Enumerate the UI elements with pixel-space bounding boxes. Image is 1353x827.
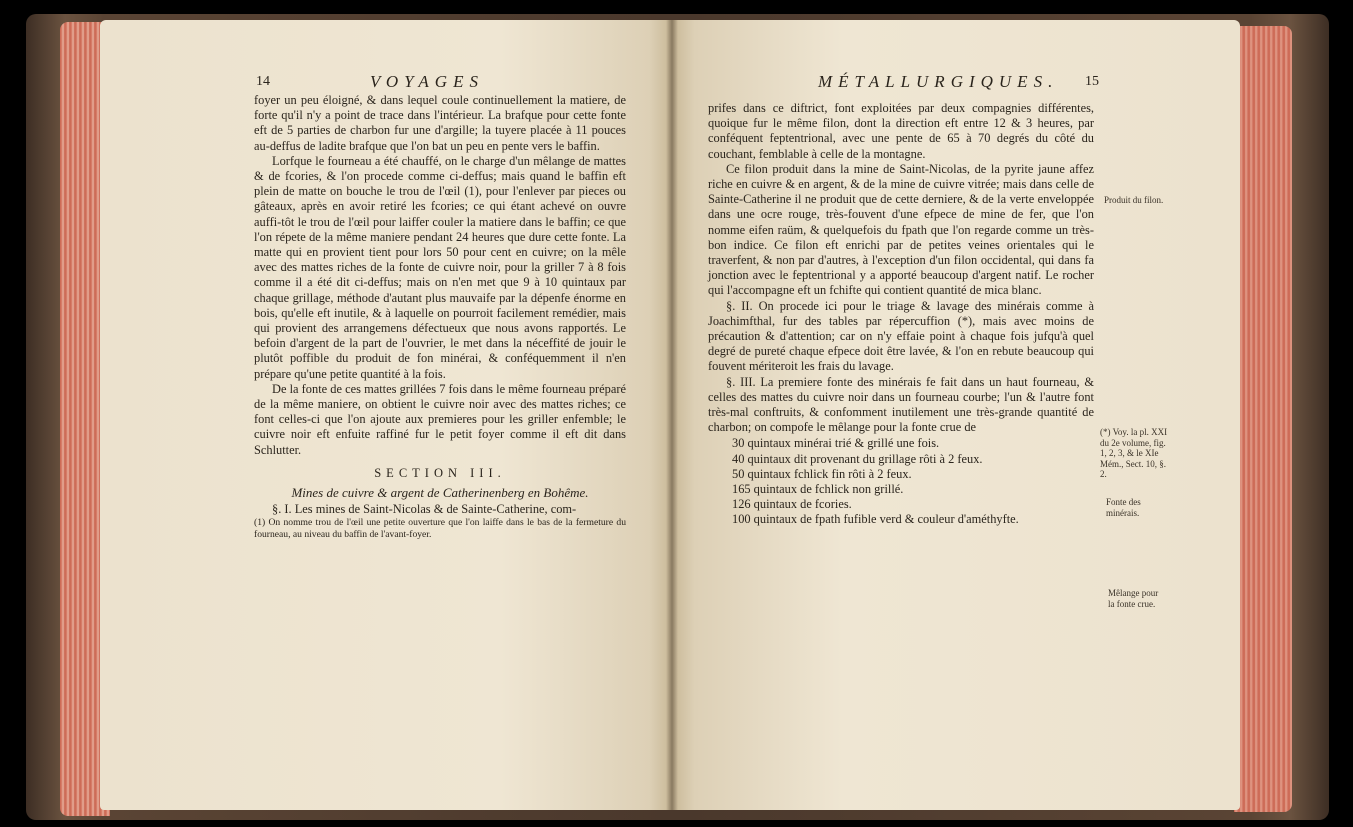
ingredient-line: 50 quintaux fchlick fin rôti à 2 feux. [732,466,912,481]
ingredient-line: 165 quintaux de fchlick non grillé. [732,482,904,497]
footnote: (1) On nomme trou de l'œil une petite ouverture que l'on laiffe dans le bas de la fermeture du fourneau, au niveau du baffin de l'avant-foyer. [254,517,626,540]
ingredient-line: 30 quintaux minérai trié & grillé une fois. [732,436,940,451]
right-paragraph-3: §. II. On procede ici pour le triage & lavage des minérais comme à Joachimfthal, fur des tables par répercuffion (*), mais avec moins de précaution & d'attention; car on n'y effaie point à chaque fois jufqu'à quel degré de pureté chaque efpece doit être lavée, & l'on en rebute beaucoup qui fouvent mériteroit les frais du lavage. [708,298,1094,374]
section-first-line: §. I. Les mines de Saint-Nicolas & de Sainte-Catherine, com- [272,502,577,517]
right-running-header: MÉTALLURGIQUES. [818,72,1059,91]
right-paragraph-2: Ce filon produit dans la mine de Saint-Nicolas, de la pyrite jaune affez riche en cuivre & en argent, & de la mine de cuivre vitrée; mais dans celle de Sainte-Catherine il ne produit que de cette derniere, & de la verte enveloppée dans une ocre rouge, très-fouvent d'une efpece de mine de fer, que l'on nomme eifen raüm, & quelquefois du fpath que l'on regarde comme un très-bon indice. Ce filon eft enrichi par de petites veines orientales qui le traverfent, & non par d'autres, à l'exception d'un filon occidental, qui dans fa jonction avec le feptentrional y a apporté beaucoup d'argent natif. Le rocher qui l'accompagne eft un fchifte qui contient quantité de mica blanc. [708,161,1094,298]
ingredient-line: 40 quintaux dit provenant du grillage rôti à 2 feux. [732,451,983,466]
page-edges-right [1234,26,1292,812]
left-text-block [254,93,626,540]
right-paragraph-4: §. III. La premiere fonte des minérais fe fait dans un haut fourneau, & celles des mattes du cuivre noir dans un fourneau courbe; l'un & l'autre font très-mal conftruits, & confomment inutilement une très-grande quantité de charbon; on compofe le mêlange pour la fonte crue de [708,374,1094,435]
left-running-header: VOYAGES [370,72,484,91]
left-paragraph-1: foyer un peu éloigné, & dans lequel coule continuellement la matiere, de forte qu'il n'y a point de trace dans l'intérieur. La brafque pour cette fonte eft de 5 parties de charbon fur une d'argille; la tuyere placée à 11 pouces au-deffus de ladite brafque que l'on bat un peu en pente vers le baffin. [254,93,626,153]
ingredient-list [708,436,1094,527]
left-paragraph-2: Lorfque le fourneau a été chauffé, on le charge d'un mêlange de mattes & de fcories, & l'on procede comme ci-deffus; mais quand le baffin eft plein de matte on bouche le trou de l'œil (1), pour l'enlever par pieces ou gâteaux, après en avoir retiré les fcories; ce qui étant achevé on ouvre auffi-tôt le trou de l'œil pour laiffer couler la matiere dans le baffin; ce que l'on répete de la même maniere pendant 24 heures que dure cette fonte. La matte qui en provient tient pour lors 50 pour cent en cuivre; on la mêle avec des mattes riches de la fonte de cuivre noir, pour la griller 7 à 8 fois comme il a été dit ci-deffus; mais on n'en met que 9 à 10 quintaux par chaque grillage, méthode d'autant plus mauvaife par la dépenfe énorme en bois, qu'elle eft inutile, & à laquelle on pourroit facilement remédier, mais qui provient des arrangemens défectueux que nous avons rapportés. Le befoin d'argent de la part de l'ouvrier, le met dans la néceffité de jouir le plutôt poffible du produit de fon minérai, & conféquemment il n'en prépare qu'une petite quantité à la fois. [254,153,626,381]
right-paragraph-1: prifes dans ce diftrict, font exploitées par deux compagnies différentes, quoique fur le même filon, dont la direction eft entre 12 & 3 heures, par conféquent feptentrional, avec une pente de 65 à 70 degrés du côté du couchant, femblable à celle de la montagne. [708,101,1094,161]
book-gutter [666,20,678,810]
sidenote-melange: Mêlange pour la fonte crue. [1108,588,1159,609]
right-text-block [708,101,1094,528]
left-page-number: 14 [256,74,270,89]
sidenote-produit-filon: Produit du filon. [1104,195,1164,205]
ingredient-line: 126 quintaux de fcories. [732,497,852,512]
section-title: SECTION III. [374,465,506,480]
section-subtitle: Mines de cuivre & argent de Catherinenberg en Bohême. [291,485,589,501]
right-page-number: 15 [1085,74,1099,89]
sidenote-fonte-mineraux: Fonte des minérais. [1106,497,1141,518]
ingredient-line: 100 quintaux de fpath fufible verd & couleur d'améthyfte. [732,512,1019,527]
left-paragraph-3: De la fonte de ces mattes grillées 7 fois dans le même fourneau préparé de la même maniere, on obtient le cuivre noir avec des mattes riches; ce font celles-ci que l'on ajoute aux premieres pour les griller enfemble; le cuivre noir eft enfuite raffiné fur le petit foyer comme il eft dit dans Schlutter. [254,381,626,457]
sidenote-reference: (*) Voy. la pl. XXI du 2e volume, fig. 1, 2, 3, & le XIe Mém., Sect. 10, §. 2. [1100,427,1168,479]
